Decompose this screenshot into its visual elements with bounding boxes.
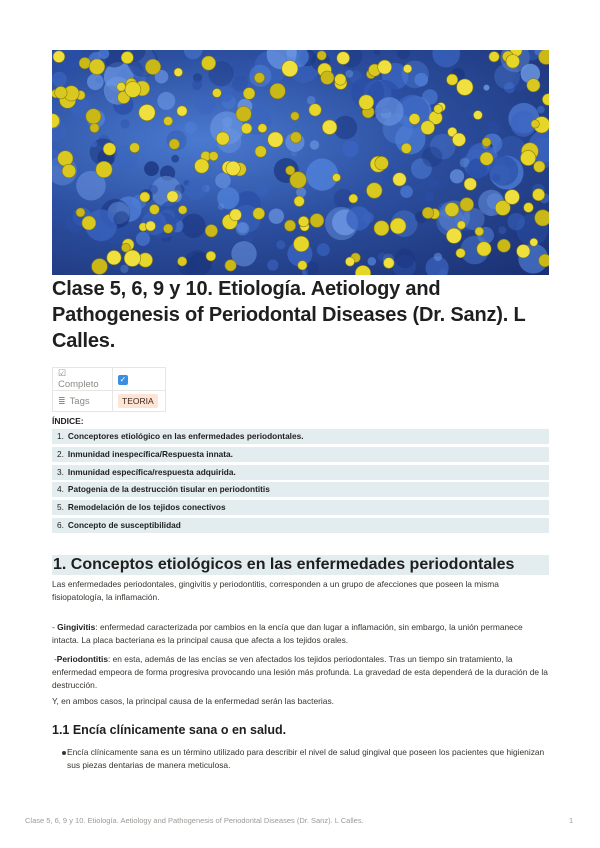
tissue-texture-blob [310,140,319,149]
tissue-texture-blob [432,50,460,67]
bacterium-cell [383,258,394,269]
bacterium-cell [337,52,350,65]
bacterium-cell [531,120,539,128]
bacterium-cell [456,248,465,257]
index-label: ÍNDICE: [52,416,84,426]
bacterium-cell [335,74,346,85]
periodontitis-paragraph [52,653,549,692]
bacterium-cell [291,112,300,121]
tissue-texture-blob [267,259,278,270]
bacterium-cell [167,191,178,202]
tissue-texture-blob [498,226,506,234]
tissue-texture-blob [276,240,285,249]
tissue-texture-blob [121,119,130,128]
cover-image [52,50,549,275]
bacterium-cell [103,143,116,156]
bacterium-cell [286,166,295,175]
tissue-texture-blob [114,211,130,227]
bacterium-cell [310,214,324,228]
property-value-completo[interactable] [113,368,166,391]
bacterium-cell [225,260,236,271]
bacterium-cell [53,51,65,63]
bacterium-cell [96,161,112,177]
bacterium-cell [355,265,370,275]
property-row-tags [53,391,166,412]
bacterium-cell [89,59,105,75]
bacterium-cell [527,79,540,92]
toc-text: Inmunidad específica/respuesta adquirida. [67,466,236,477]
bacterium-cell [76,208,85,217]
toc-item[interactable] [52,518,549,533]
bullet-text: Encía clínicamente sana es un término utilizado para describir el nivel de salud gingival que poseen los pacientes que higienizan sus piezas dentarias de manera meticulosa. [67,747,545,770]
gingivitis-definition: : enfermedad caracterizada por cambios en la encía que dan lugar a inflamación, sin embargo, la unión permanece intacta. La placa bacteriana es la principal causa que afecta a los tejidos orales. [52,622,523,645]
bacterium-cell [480,152,493,165]
bacterium-cell [282,61,298,77]
bacterium-cell [92,259,108,275]
tissue-texture-blob [450,169,464,183]
toc-item[interactable] [52,465,549,480]
tissue-texture-blob [424,192,434,202]
bacterium-cell [539,50,550,65]
bacterium-cell [149,204,159,214]
toc-text: Remodelación de los tejidos conectivos [67,502,226,512]
toc-number: 6. [57,519,64,530]
toc-number: 1. [57,431,64,441]
page-number: 1 [569,816,574,825]
bacterium-cell [209,152,218,161]
bacterium-cell [290,132,301,143]
property-value-tags[interactable] [113,391,166,412]
checked-checkbox[interactable]: ✓ [119,374,127,384]
bacterium-cell [285,220,296,231]
bacterium-cell [374,221,389,236]
periodontitis-term: Periodontitis [56,654,108,664]
tissue-texture-blob [508,213,525,230]
bacterium-cell [535,210,549,226]
bacterium-cell [539,254,549,267]
bacterium-cell [205,225,217,237]
list-item [62,746,548,772]
tag-badge[interactable]: TEORIA [118,394,158,408]
bacterium-cell [243,88,255,100]
toc-text: Inmunidad inespecífica/Respuesta innata. [67,448,233,459]
toc-number: 2. [57,448,64,459]
page-footer: Clase 5, 6, 9 y 10. Etiología. Aetiology and Pathogenesis of Periodontal Diseases (Dr. Sanz). L Calles. [25,816,364,825]
bacterium-cell [359,95,374,110]
bacterium-cell [403,64,412,73]
bacterium-cell [178,257,187,266]
bacterium-cell [497,239,510,252]
bacterium-cell [139,104,155,120]
bacterium-cell [452,133,465,146]
section-1-1-heading: 1.1 Encía clínicamente sana o en salud. [52,723,287,737]
tissue-texture-blob [96,77,102,83]
tissue-texture-blob [400,185,413,198]
list-property-icon: ≣ [58,395,66,406]
bacterium-cell [253,208,265,220]
tissue-texture-blob [345,70,353,78]
bacterium-cell [294,236,310,252]
bacterium-cell [482,138,491,147]
bacterium-cell [177,106,187,116]
tissue-texture-blob [215,173,231,189]
bacterium-cell [332,173,340,181]
periodontitis-definition: : en esta, además de las encías se ven afectados los tejidos periodontales. Tras un tiempo sin tratamiento, la enfermedad empeora de forma progresiva provocando una lesión más profunda. La gravedad de esta dependerá de la duración de la destrucción. [52,654,548,690]
dash-prefix: - [52,622,58,632]
bacterium-cell [226,161,240,175]
tissue-texture-blob [342,141,359,158]
table-of-contents [52,429,549,536]
tissue-texture-blob [120,265,128,273]
tissue-texture-blob [368,257,377,266]
bacterium-cell [422,207,433,218]
tissue-texture-blob [91,141,97,147]
toc-text: Concepto de susceptibilidad [67,519,181,530]
properties-table [52,367,166,412]
tissue-texture-blob [236,222,250,236]
bacterium-cell [164,116,173,125]
bacterium-cell [90,123,99,132]
tissue-texture-blob [136,232,150,246]
bacterium-cell [409,114,420,125]
tissue-texture-blob [171,155,179,163]
bacterium-cell [254,73,264,83]
bacterium-cell [475,227,484,236]
toc-number: 4. [57,484,64,495]
bacterium-cell [345,257,354,266]
bacterium-cell [58,151,73,166]
bacterium-cell [294,196,304,206]
bacterium-cell [517,245,530,258]
bacterium-cell [163,224,172,233]
bacterium-cell [534,161,545,172]
bacterium-cell [393,173,406,186]
property-row-completo [53,368,166,391]
bacterium-cell [533,189,545,201]
bullet-icon [62,751,66,755]
bacterium-cell [378,60,392,74]
tissue-texture-blob [434,253,442,261]
bacterium-cell [145,59,160,74]
toc-item[interactable] [52,482,549,497]
toc-text: Conceptores etiológico en las enfermedades periodontales. [67,431,304,441]
bacterium-cell [121,52,133,64]
bacterium-cell [86,109,101,124]
bacterium-cell [146,221,156,231]
bacterium-cell [445,203,459,217]
bacterium-cell [236,106,251,121]
bacterium-cell [140,192,150,202]
bacterium-cell [317,51,326,60]
bacterium-cell [489,52,499,62]
toc-text: Patogenia de la destrucción tisular en periodontitis [67,484,270,495]
bacterium-cell [268,132,283,147]
bacterium-cell [216,132,229,145]
toc-item[interactable] [52,447,549,462]
tissue-texture-blob [185,179,206,200]
bacterium-cell [506,55,520,69]
tissue-texture-blob [487,121,500,134]
bacterium-cell [55,86,67,98]
bacterium-cell [457,79,473,95]
bacterium-cell [477,242,491,256]
bacterium-cell [542,94,549,106]
bacterium-cell [321,71,334,84]
bacterium-cell [130,143,140,153]
tissue-texture-blob [296,187,306,197]
bacterium-cell [524,203,534,213]
tissue-texture-blob [374,50,381,55]
bacterium-cell [206,251,216,261]
bacterium-cell [367,183,383,199]
page-title: Clase 5, 6, 9 y 10. Etiología. Aetiology and Pathogenesis of Periodontal Diseases (Dr. Sanz). L Calles. [52,278,526,352]
bacterium-cell [460,198,474,212]
bacterium-cell [505,190,520,205]
bacterium-cell [349,194,358,203]
toc-number: 3. [57,466,64,477]
tissue-texture-blob [52,72,67,87]
tissue-texture-blob [185,121,197,133]
bacterium-cell [309,104,321,116]
section-1-conclusion: Y, en ambos casos, la principal causa de la enfermedad serán las bacterias. [52,696,334,706]
bacterium-cell [82,216,96,230]
bacterium-cell [421,121,435,135]
bacterium-cell [241,123,252,134]
checkbox-property-icon: ☑ [58,368,67,378]
tissue-texture-blob [157,92,175,110]
tissue-texture-blob [195,94,216,115]
bacterium-cell [169,139,180,150]
bacterium-cell [457,221,465,229]
tissue-texture-blob [317,243,330,256]
tissue-texture-blob [346,206,370,230]
bacterium-cell [375,156,389,170]
bacterium-cell [446,228,461,243]
bacterium-cell [258,124,267,133]
toc-number: 5. [57,502,64,512]
tissue-texture-blob [422,147,442,167]
bacterium-cell [390,218,406,234]
bacterium-cell [195,159,209,173]
bacteria-micrograph [52,50,549,275]
tissue-texture-blob [375,97,404,126]
bacterium-cell [107,250,121,264]
toc-item[interactable] [52,429,549,444]
tissue-texture-blob [395,249,415,269]
bacterium-cell [530,238,538,246]
bacterium-cell [434,105,443,114]
gingivitis-paragraph [52,621,549,647]
tissue-texture-blob [184,50,203,59]
bacterium-cell [473,111,482,120]
tissue-texture-blob [192,80,202,90]
bacterium-cell [322,120,337,135]
tissue-texture-blob [397,50,410,59]
bacterium-cell [401,143,411,153]
section-1-intro: Las enfermedades periodontales, gingivitis y periodontitis, corresponden a un grupo de afecciones que poseen la misma fisiopatología, la inflamación. [52,579,499,602]
tissue-texture-blob [181,214,205,238]
bacterium-cell [125,82,141,98]
bacterium-cell [178,206,187,215]
bacterium-cell [174,68,183,77]
tissue-texture-blob [269,209,284,224]
tissue-texture-blob [218,203,225,210]
bacterium-cell [270,83,286,99]
bacterium-cell [464,178,476,190]
bacterium-cell [117,82,126,91]
tissue-texture-blob [484,85,490,91]
bacterium-cell [202,56,216,70]
bacterium-cell [447,74,458,85]
bacterium-cell [212,89,221,98]
toc-item[interactable] [52,500,549,515]
property-key-completo [53,368,113,391]
bacterium-cell [255,146,266,157]
bacterium-cell [298,216,309,227]
gingivitis-term: Gingivitis [57,622,96,632]
property-label: Completo [58,379,99,390]
tissue-texture-blob [144,161,159,176]
bacterium-cell [298,261,307,270]
tissue-texture-blob [537,106,545,114]
bacterium-cell [62,164,76,178]
bacterium-cell [230,209,242,221]
tissue-texture-blob [307,96,316,105]
property-label: Tags [69,395,90,407]
bacterium-cell [79,57,90,68]
section-1-heading: 1. Conceptos etiológicos en las enfermedades periodontales [52,555,549,575]
tissue-texture-blob [429,179,439,189]
tissue-texture-blob [255,183,268,196]
property-key-tags [53,391,113,412]
dash-prefix: - [54,654,57,664]
bacterium-cell [124,250,140,266]
bacterium-cell [521,150,536,165]
